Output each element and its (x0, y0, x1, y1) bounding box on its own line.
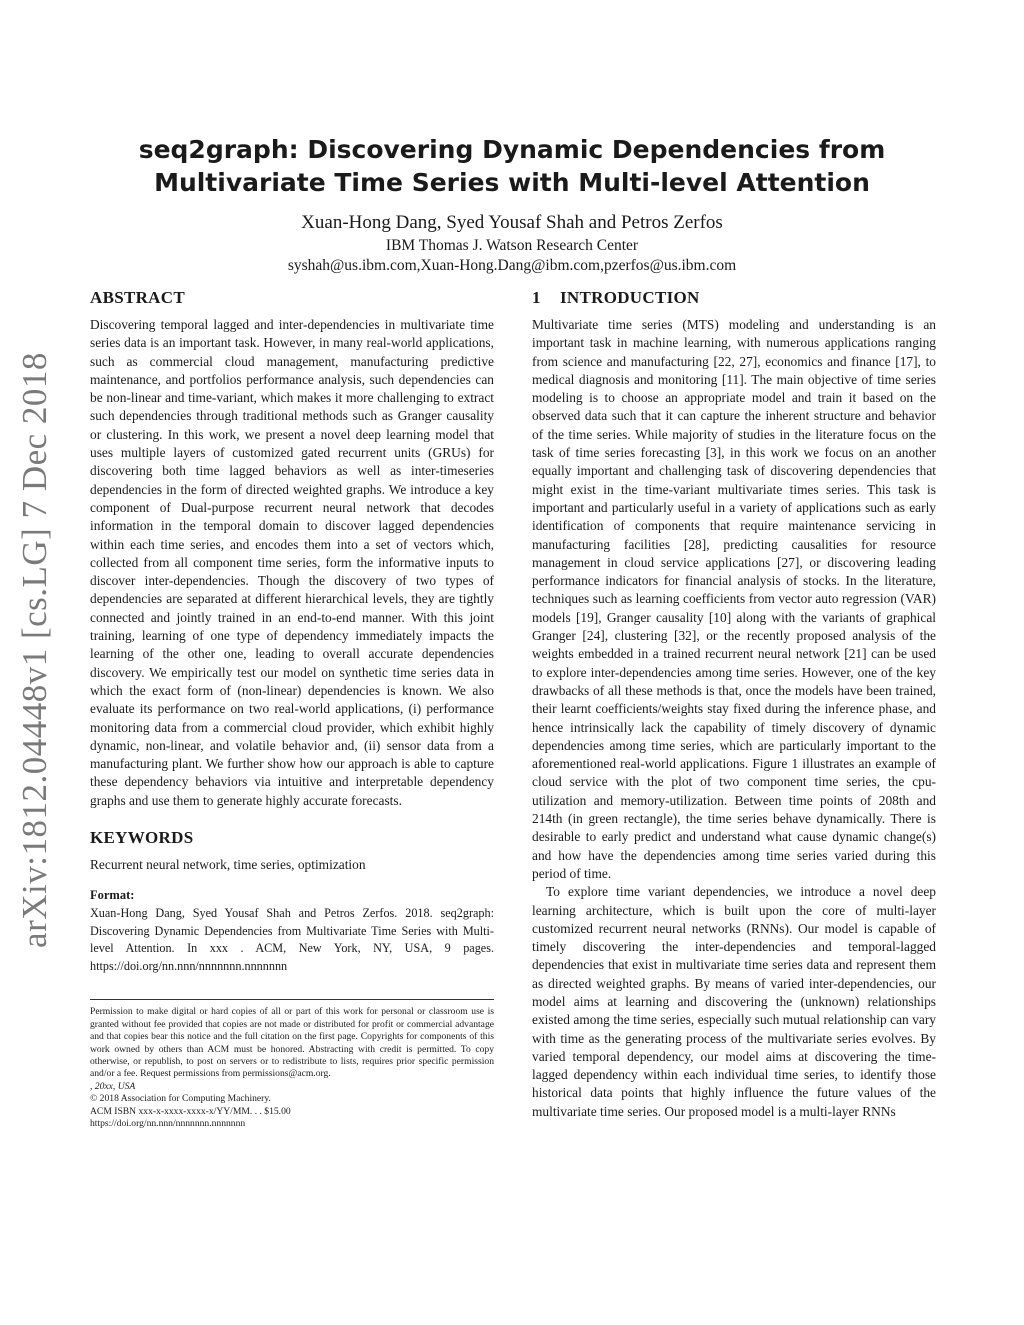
right-column (532, 288, 936, 1121)
left-column (90, 288, 494, 1130)
copyright-line: © 2018 Association for Computing Machinery. (90, 1093, 271, 1105)
keywords-text: Recurrent neural network, time series, optimization (90, 857, 366, 873)
arxiv-id: arXiv:1812.04448v1 [cs.LG] 7 Dec 2018 (15, 352, 54, 948)
introduction-paragraph-1: Multivariate time series (MTS) modeling and understanding is an important task in machine learning, with numerous applications ranging from science and manufacturing [22, 27], economics and finance [17], to medical diagnosis and monitoring [11]. The main objective of time series modeling is to choose an appropriate model and train it based on the observed data such that it can capture the inherent structure and behavior of the time series. While majority of studies in the literature focus on the task of time series forecasting [3], in this work we focus on an another equally important and challenging task of discovering dependencies that might exist in the time-variant multivariate times series. This task is important and particularly useful in a variety of applications such as early identification of components that require maintenance servicing in manufacturing facilities [28], predicting causalities for resource management in cloud service applications [27], or discovering leading performance indicators for financial analysis of stocks. In the literature, techniques such as learning coefficients from vector auto regression (VAR) models [19], Granger causality [10] along with the variants of graphical Granger [24], clustering [32], or the recently proposed analysis of the weights embedded in a trained recurrent neural network [21] can be used to explore inter-dependencies among time series. However, one of the key drawbacks of all these methods is that, once the models have been trained, their learnt coefficients/weights stay fixed during the inference phase, and hence intrinsically lack the capability of timely discovery of dynamic dependencies among time series, which are particularly important to the aforementioned real-world applications. Figure 1 illustrates an example of cloud service with the plot of two component time series, the cpu-utilization and memory-utilization. Between time points of 208th and 214th (in green rectangle), the time series behave dynamically. There is desirable to early predict and understand what cause dynamic change(s) and how have the dependencies among time series varied during this period of time. (532, 317, 936, 881)
title-line-2: Multivariate Time Series with Multi-level Attention (154, 168, 870, 197)
permission-notice: Permission to make digital or hard copies of all or part of this work for personal or classroom use is granted without fee provided that copies are not made or distributed for profit or commercial advantage and that copies bear this notice and the full citation on the first page. Copyrights for components of this work owned by others than ACM must be honored. Abstracting with credit is permitted. To copy otherwise, or republish, to post on servers or to redistribute to lists, requires prior specific permission and/or a fee. Request permissions from permissions@acm.org. (90, 1006, 494, 1080)
affiliation: IBM Thomas J. Watson Research Center (385, 237, 639, 254)
introduction-paragraph-2: To explore time variant dependencies, we introduce a novel deep learning architecture, which is built upon the core of multi-layer customized recurrent neural networks (RNNs). Our model is capable of timely discovering the inter-dependencies and temporal-lagged dependencies that exist in multivariate time series data and represent them as directed weighted graphs. By means of varied inter-dependencies, our model aims at learning and discovering the (unknown) relationships existed among the time series, especially such mutual relationship can vary with time as the generating process of the multivariate series evolves. By varied temporal dependency, our model aims at discovering the time-lagged dependency within each individual time series, to identify those historical data points that highly influence the future values of the multivariate time series. Our proposed model is a multi-layer RNNs (532, 884, 936, 1119)
introduction-heading (532, 288, 936, 308)
format-citation: Xuan-Hong Dang, Syed Yousaf Shah and Petros Zerfos. 2018. seq2graph: Discovering Dynamic Dependencies from Multivariate Time Series with Multi-level Attention. In xxx . ACM, New York, NY, USA, 9 pages. https://doi.org/nn.nnn/nnnnnnn.nnnnnnn (90, 906, 494, 973)
title-line-1: seq2graph: Discovering Dynamic Dependencies from (138, 135, 886, 164)
paper-title (120, 133, 904, 199)
abstract-text: Discovering temporal lagged and inter-dependencies in multivariate time series data is an important task. However, in many real-world applications, such as commercial cloud management, manufacturing predictive maintenance, and portfolios performance analysis, such dependencies can be non-linear and time-variant, which makes it more challenging to extract such dependencies through traditional methods such as Granger causality or clustering. In this work, we present a novel deep learning model that uses multiple layers of customized gated recurrent units (GRUs) for discovering both time lagged behaviors as well as inter-timeseries dependencies in the form of directed weighted graphs. We introduce a key component of Dual-purpose recurrent neural network that decodes information in the temporal domain to discover lagged dependencies within each time series, and encodes them into a set of vectors which, collected from all component time series, form the informative inputs to discover inter-dependencies. Though the discovery of two types of dependencies are separated at different hierarchical levels, they are tightly connected and jointly trained in an end-to-end manner. With this joint training, learning of one type of dependency immediately impacts the learning of the other one, leading to overall accurate dependencies discovery. We empirically test our model on synthetic time series data in which the exact form of (non-linear) dependencies is known. We also evaluate its performance on two real-world applications, (i) performance monitoring data from a commercial cloud provider, which exhibit highly dynamic, non-linear, and volatile behavior and, (ii) sensor data from a manufacturing plant. We further show how our approach is able to capture these dependency behaviors via intuitive and interpretable dependency graphs and use them to generate highly accurate forecasts. (90, 317, 494, 808)
doi-link[interactable]: https://doi.org/nn.nnn/nnnnnnn.nnnnnnn (90, 1117, 246, 1129)
section-number: 1 (532, 288, 541, 307)
venue-line: , 20xx, USA (90, 1080, 136, 1092)
section-title: INTRODUCTION (560, 288, 700, 307)
author-emails: syshah@us.ibm.com,Xuan-Hong.Dang@ibm.com,pzerfos@us.ibm.com (287, 257, 737, 274)
abstract-heading: ABSTRACT (90, 288, 185, 307)
isbn-line: ACM ISBN xxx-x-xxxx-xxxx-x/YY/MM. . . $15.00 (90, 1105, 291, 1117)
authors: Xuan-Hong Dang, Syed Yousaf Shah and Petros Zerfos (301, 212, 723, 233)
arxiv-stamp (0, 350, 70, 950)
keywords-heading: KEYWORDS (90, 828, 194, 848)
format-label: Format: (90, 888, 135, 903)
footnote-rule (90, 999, 494, 1000)
